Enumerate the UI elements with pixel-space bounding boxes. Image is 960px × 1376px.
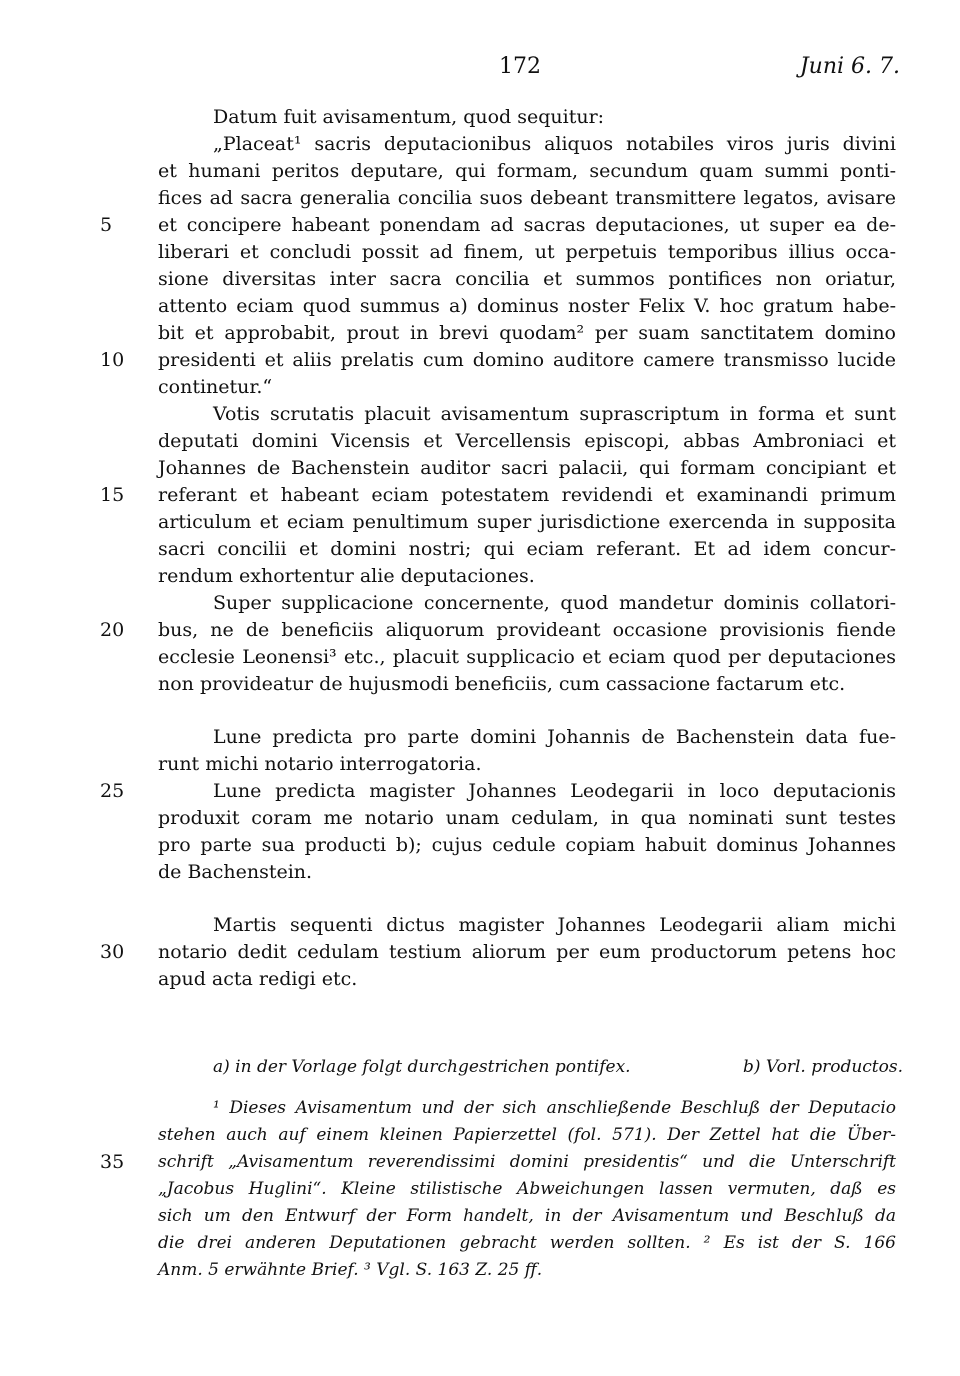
editorial-note-b: b) Vorl. productos. (742, 1057, 903, 1077)
line-text: attento eciam quod summus a) dominus noster Felix V. hoc gratum habe- (158, 295, 896, 317)
editorial-note-a: a) in der Vorlage folgt durchgestrichen pontifex. (213, 1057, 631, 1077)
footnote-line (158, 1122, 896, 1149)
line-text: Lune predicta magister Johannes Leodegarii in loco deputacionis (213, 780, 896, 802)
text-line (158, 644, 896, 671)
text-line (158, 724, 896, 751)
line-text: ecclesie Leonensi³ etc., placuit supplicacio et eciam quod per deputaciones (158, 646, 896, 668)
text-line (158, 563, 896, 590)
text-line (158, 859, 896, 886)
text-line (158, 509, 896, 536)
text-line (158, 239, 896, 266)
line-number: 20 (100, 619, 125, 641)
paragraph-gap (158, 886, 896, 912)
line-text: Datum fuit avisamentum, quod sequitur: (213, 106, 605, 128)
paragraph-gap (158, 698, 896, 724)
text-line (158, 832, 896, 859)
text-line (158, 131, 896, 158)
line-text: articulum et eciam penultimum super jurisdictione exercenda in supposita (158, 511, 896, 533)
text-line (158, 671, 896, 698)
text-line (158, 401, 896, 428)
text-line (158, 266, 896, 293)
text-line (158, 104, 896, 131)
line-text: ¹ Dieses Avisamentum und der sich anschließende Beschluß der Deputacio (213, 1098, 896, 1118)
text-line (158, 590, 896, 617)
text-line (158, 536, 896, 563)
line-text: die drei anderen Deputationen gebracht werden sollten. ² Es ist der S. 166 (158, 1233, 896, 1253)
text-line (100, 347, 896, 374)
text-line (158, 428, 896, 455)
line-text: referant et habeant eciam potestatem revidendi et examinandi primum (158, 484, 896, 506)
line-number: 5 (100, 214, 113, 236)
line-text: rendum exhortentur alie deputaciones. (158, 565, 535, 587)
line-text: presidenti et aliis prelatis cum domino auditore camere transmisso lucide (158, 349, 896, 371)
line-text: Votis scrutatis placuit avisamentum suprascriptum in forma et sunt (213, 403, 896, 425)
main-text (100, 104, 896, 993)
line-text: sich um den Entwurf der Form handelt, in der Avisamentum und Beschluß da (158, 1206, 896, 1226)
text-line (100, 939, 896, 966)
footnote-lines (100, 1095, 896, 1284)
text-line (158, 293, 896, 320)
line-text: et concipere habeant ponendam ad sacras deputaciones, ut super ea de- (158, 214, 896, 236)
footnote-line (158, 1176, 896, 1203)
line-text: apud acta redigi etc. (158, 968, 358, 990)
footnotes (100, 1054, 903, 1284)
line-text: bus, ne de beneficiis aliquorum provideant occasione provisionis fiende (158, 619, 896, 641)
text-line (158, 455, 896, 482)
running-head: Juni 6. 7. (799, 54, 900, 79)
text-line (158, 158, 896, 185)
footnote-line (100, 1149, 896, 1176)
text-line (158, 185, 896, 212)
line-text: deputati domini Vicensis et Vercellensis episcopi, abbas Ambroniaci et (158, 430, 896, 452)
line-number: 15 (100, 484, 125, 506)
line-text: „Placeat¹ sacris deputacionibus aliquos notabiles viros juris divini (213, 133, 896, 155)
line-text: liberari et concludi possit ad finem, ut perpetuis temporibus illius occa- (158, 241, 896, 263)
text-line (100, 212, 896, 239)
footnote-line (158, 1203, 896, 1230)
footnote-line (158, 1257, 896, 1284)
line-text: Martis sequenti dictus magister Johannes Leodegarii aliam michi (213, 914, 896, 936)
text-line (158, 912, 896, 939)
editorial-notes (158, 1054, 903, 1081)
line-text: schrift „Avisamentum reverendissimi domini presidentis“ und die Unterschrift (158, 1152, 896, 1172)
text-line (158, 966, 896, 993)
line-text: bit et approbabit, prout in brevi quodam² per suam sanctitatem domino (158, 322, 896, 344)
text-line (158, 320, 896, 347)
line-text: runt michi notario interrogatoria. (158, 753, 482, 775)
line-text: notario dedit cedulam testium aliorum per eum productorum petens hoc (158, 941, 896, 963)
line-text: sacri concilii et domini nostri; qui eciam referant. Et ad idem concur- (158, 538, 896, 560)
line-text: stehen auch auf einem kleinen Papierzettel (fol. 571). Der Zettel hat die Über- (158, 1125, 896, 1145)
line-text: „Jacobus Huglini“. Kleine stilistische Abweichungen lassen vermuten, daß es (158, 1179, 896, 1199)
line-text: non provideatur de hujusmodi beneficiis, cum cassacione factarum etc. (158, 673, 846, 695)
line-text: Anm. 5 erwähnte Brief. ³ Vgl. S. 163 Z. 25 ff. (158, 1260, 543, 1280)
line-text: sione diversitas inter sacra concilia et summos pontifices non oriatur, (158, 268, 896, 290)
text-line (158, 751, 896, 778)
line-text: Johannes de Bachenstein auditor sacri palacii, qui formam concipiant et (158, 457, 896, 479)
line-text: Lune predicta pro parte domini Johannis de Bachenstein data fue- (213, 726, 896, 748)
line-number: 25 (100, 780, 125, 802)
text-line (158, 805, 896, 832)
page-header (0, 54, 960, 88)
text-line (100, 617, 896, 644)
line-number: 35 (100, 1151, 125, 1173)
line-text: fices ad sacra generalia concilia suos debeant transmittere legatos, avisare (158, 187, 896, 209)
line-text: de Bachenstein. (158, 861, 313, 883)
line-text: continetur.“ (158, 376, 273, 398)
page-number: 172 (499, 54, 541, 79)
line-text: et humani peritos deputare, qui formam, secundum quam summi ponti- (158, 160, 896, 182)
line-number: 30 (100, 941, 125, 963)
line-number: 10 (100, 349, 125, 371)
line-text: pro parte sua producti b); cujus cedule copiam habuit dominus Johannes (158, 834, 896, 856)
text-line (100, 482, 896, 509)
line-text: Super supplicacione concernente, quod mandetur dominis collatori- (213, 592, 896, 614)
line-text: produxit coram me notario unam cedulam, in qua nominati sunt testes (158, 807, 896, 829)
text-line (158, 374, 896, 401)
footnote-line (158, 1095, 896, 1122)
text-line (100, 778, 896, 805)
footnote-line (158, 1230, 896, 1257)
